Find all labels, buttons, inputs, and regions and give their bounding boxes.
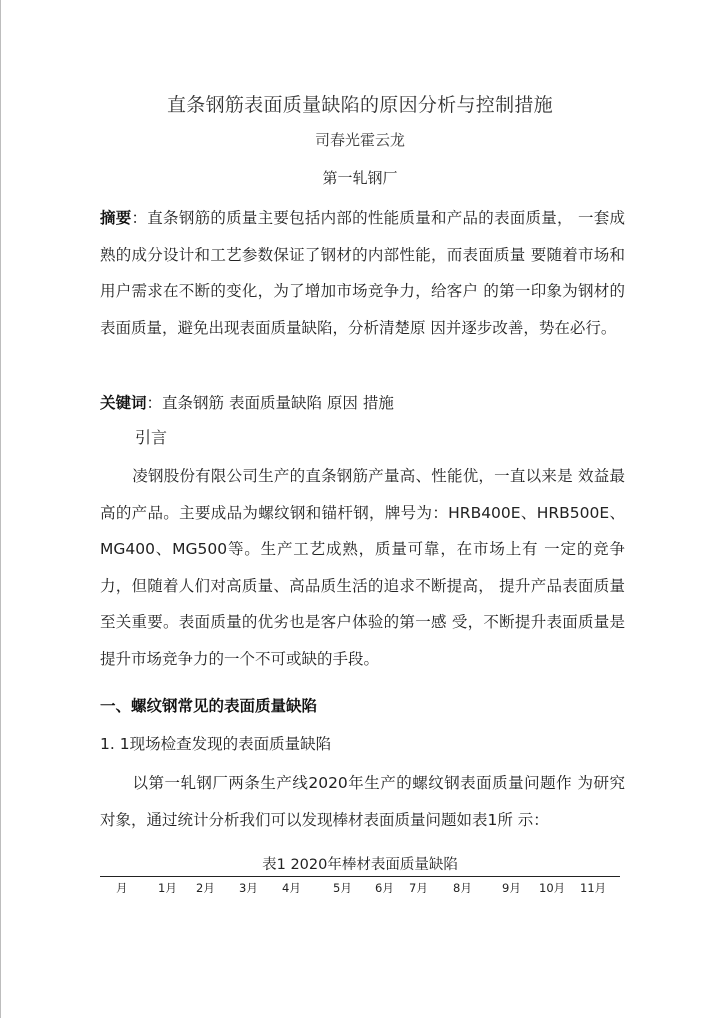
table-caption: 表1 2020年棒材表面质量缺陷: [262, 857, 458, 873]
table-header-cell: 2月: [196, 881, 215, 895]
table-header-row: [0, 880, 720, 898]
table-header-cell: 6月: [375, 881, 394, 895]
table-header-cell: 1月: [158, 881, 177, 895]
table-header-cell: 7月: [409, 881, 428, 895]
subsection-heading: 1. 1现场检查发现的表面质量缺陷: [100, 735, 332, 753]
document-affiliation: 第一轧钢厂: [322, 169, 398, 187]
keywords-paragraph: [100, 385, 625, 422]
document-title: 直条钢筋表面质量缺陷的原因分析与控制措施: [166, 94, 553, 116]
introduction-paragraph: [100, 458, 625, 677]
study-paragraph: [100, 765, 625, 838]
table-header-cell: 11月: [580, 881, 607, 895]
study-text: 以第一轧钢厂两条生产线2020年生产的螺纹钢表面质量问题作 为研究对象，通过统计分析我们可以发现棒材表面质量问题如表1所 示：: [100, 774, 625, 829]
introduction-text: 凌钢股份有限公司生产的直条钢筋产量高、性能优，一直以来是 效益最高的产品。主要成品为螺纹钢和锚杆钢，牌号为：HRB400E、HRB500E、MG400、MG500等。生产工艺成熟，质量可靠，在市场上有 一定的竞争力，但随着人们对高质量、高品质生活的追求不断提高， 提升产品表面质量至关重要。表面质量的优劣也是客户体验的第一感 受，不断提升表面质量是提升市场竞争力的一个不可或缺的手段。: [100, 467, 625, 668]
keywords-text: 直条钢筋 表面质量缺陷 原因 措施: [162, 394, 394, 412]
document-authors: 司春光霍云龙: [314, 131, 405, 149]
keywords-label: 关键词: [100, 394, 147, 412]
table-header-cell: 月: [116, 881, 128, 895]
abstract-separator: ：: [131, 209, 148, 227]
keywords-separator: ：: [146, 394, 163, 412]
abstract-text: 直条钢筋的质量主要包括内部的性能质量和产品的表面质量， 一套成熟的成分设计和工艺参数保证了钢材的内部性能，而表面质量 要随着市场和用户需求在不断的变化，为了增加市场竞争力，给客户 的第一印象为钢材的表面质量，避免出现表面质量缺陷，分析清楚原 因并逐步改善，势在必行。: [100, 209, 625, 337]
table-header-cell: 9月: [502, 881, 521, 895]
table-header-cell: 10月: [539, 881, 566, 895]
abstract-label: 摘要: [100, 209, 132, 227]
table-top-rule: [100, 876, 620, 877]
section-heading: 一、螺纹钢常见的表面质量缺陷: [100, 697, 318, 715]
table-header-cell: 8月: [453, 881, 472, 895]
introduction-heading: 引言: [135, 428, 168, 447]
table-header-cell: 4月: [282, 881, 301, 895]
abstract-paragraph: [100, 200, 625, 346]
table-header-cell: 3月: [239, 881, 258, 895]
table-header-cell: 5月: [333, 881, 352, 895]
